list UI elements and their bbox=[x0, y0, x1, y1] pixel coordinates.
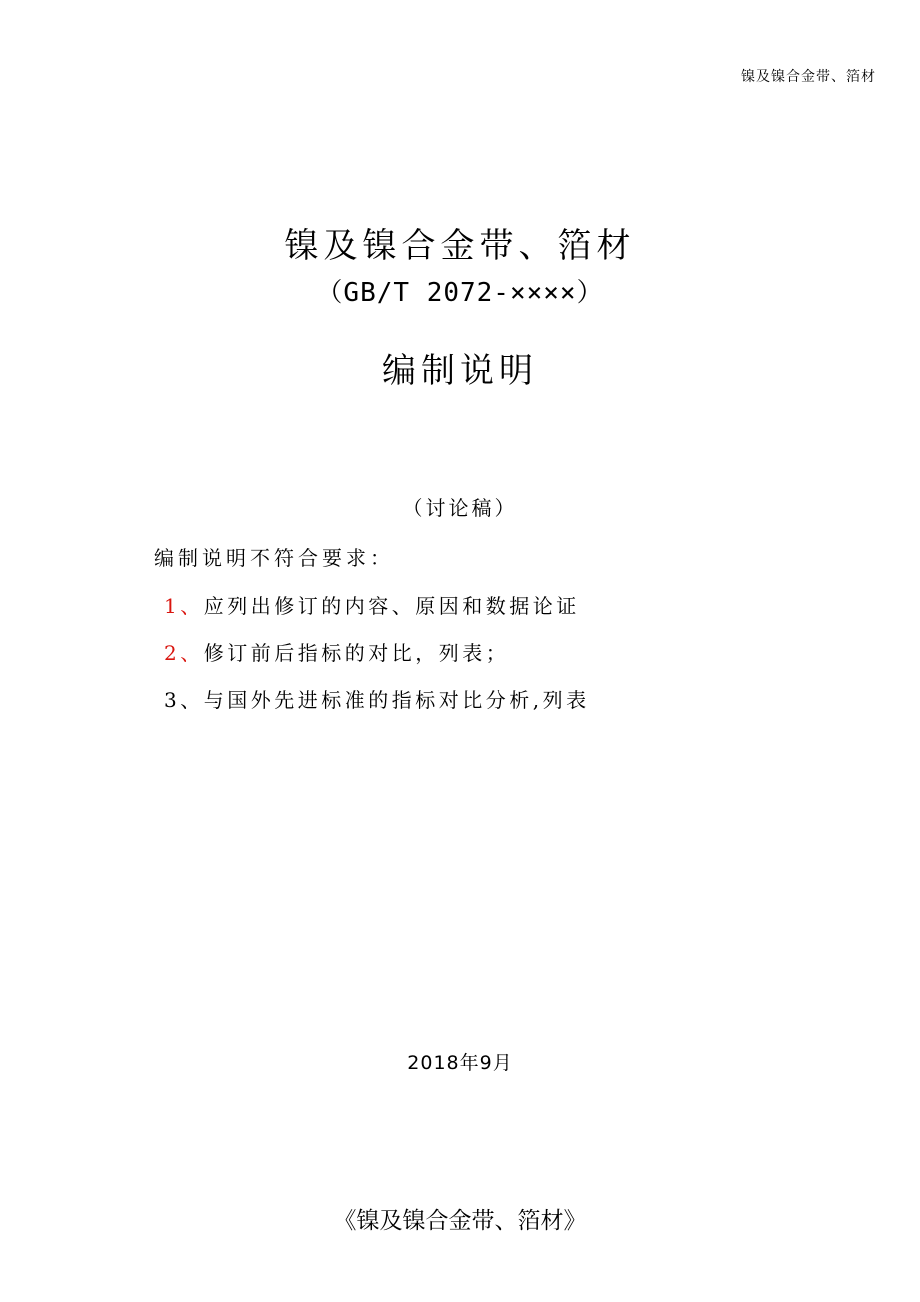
requirement-text: 应列出修订的内容、原因和数据论证 bbox=[203, 594, 580, 618]
footer-title: 《镍及镍合金带、箔材》 bbox=[333, 1208, 587, 1234]
header-divider bbox=[44, 92, 876, 93]
document-date: 2018年9月 bbox=[407, 1052, 513, 1074]
requirement-number: 3、 bbox=[164, 688, 204, 712]
review-note-heading: 编制说明不符合要求： bbox=[154, 546, 394, 570]
requirement-item bbox=[164, 637, 590, 684]
running-header: 镍及镍合金带、箔材 bbox=[741, 69, 876, 85]
standard-number: （GB/T 2072-××××） bbox=[316, 278, 604, 308]
requirement-item bbox=[164, 590, 590, 637]
requirement-text: 修订前后指标的对比，列表； bbox=[203, 641, 510, 665]
requirement-text: 与国外先进标准的指标对比分析,列表 bbox=[203, 688, 590, 712]
requirement-number: 2、 bbox=[164, 641, 204, 665]
requirement-item bbox=[164, 684, 590, 731]
document-subtitle: 编制说明 bbox=[382, 351, 538, 391]
requirement-number: 1、 bbox=[164, 594, 204, 618]
document-title: 镍及镍合金带、箔材 bbox=[284, 226, 636, 266]
draft-label: （讨论稿） bbox=[402, 496, 518, 520]
requirement-list bbox=[164, 590, 590, 731]
